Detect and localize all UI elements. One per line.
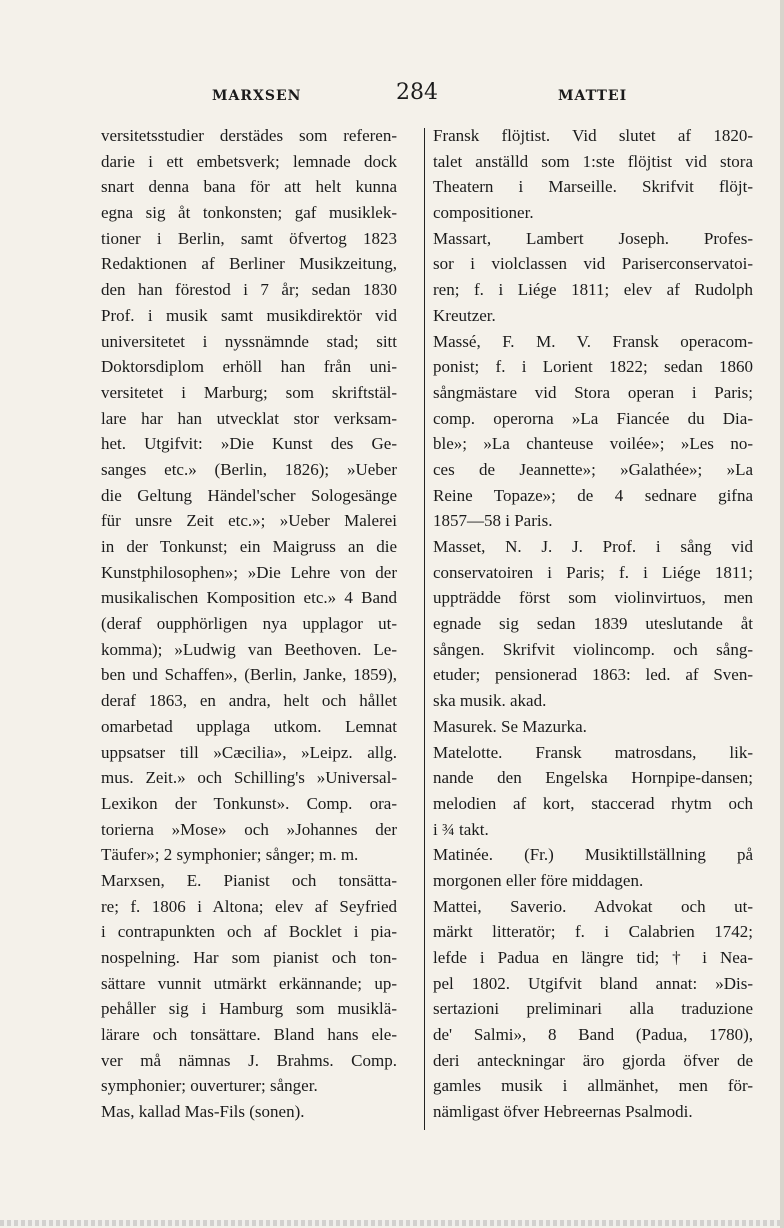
text-line: sanges etc.» (Berlin, 1826); »Ueber	[101, 459, 397, 479]
text-line: Masset, N. J. J. Prof. i sång vid	[433, 537, 753, 556]
text-line: Kreutzer.	[433, 305, 496, 325]
text-line: lare har han utvecklat stor verksam-	[101, 408, 397, 428]
text-line: comp. operorna »La Fiancée du Dia-	[433, 408, 753, 428]
text-line: pel 1802. Utgifvit bland annat: »Dis-	[433, 973, 753, 993]
text-line: ren; f. i Liége 1811; elev af Rudolph	[433, 280, 753, 300]
text-line: Matinée. (Fr.) Musiktillställning på	[433, 845, 753, 865]
text-line: pehåller sig i Hamburg som musiklä-	[101, 999, 397, 1019]
header-right-word: MATTEI	[558, 88, 628, 104]
text-line: i contrapunkten och af Bocklet i pia-	[101, 922, 397, 942]
text-line: morgonen eller före middagen.	[433, 870, 644, 890]
text-line: sångmästare vid Stora operan i Paris;	[433, 382, 753, 402]
text-line: re; f. 1806 i Altona; elev af Seyfried	[101, 896, 397, 916]
text-line: Redaktionen af Berliner Musikzeitung,	[101, 254, 397, 274]
text-line: in der Tonkunst; ein Maigruss an die	[101, 537, 397, 556]
text-line: deri anteckningar äro gjorda öfver de	[433, 1050, 753, 1070]
text-line: für unsre Zeit etc.»; »Ueber Malerei	[101, 511, 397, 531]
text-line: symphonier; ouverturer; sånger.	[101, 1076, 318, 1096]
text-line: versitetet i Marburg; som skriftstäl-	[101, 382, 397, 402]
text-line: Lexikon der Tonkunst». Comp. ora-	[101, 793, 397, 813]
left-text-column	[101, 123, 397, 1125]
text-line: sor i violclassen vid Pariserconservatoi-	[433, 254, 753, 274]
text-line: die Geltung Händel'scher Sologesänge	[101, 485, 397, 505]
running-header	[100, 80, 758, 114]
text-line: märkt litteratör; f. i Calabrien 1742;	[433, 922, 753, 942]
column-divider	[424, 128, 425, 1130]
text-line: lefde i Padua en längre tid; † i Nea-	[433, 948, 753, 967]
text-line: sertazioni preliminari alla traduzione	[433, 999, 753, 1019]
text-line: Täufer»; 2 symphonier; sånger; m. m.	[101, 845, 359, 865]
text-line: lärare och tonsättare. Bland hans ele-	[101, 1025, 397, 1045]
text-line: Reine Topaze»; de 4 sednare gifna	[433, 485, 753, 505]
text-line: Massart, Lambert Joseph. Profes-	[433, 228, 753, 248]
text-line: darie i ett embetsverk; lemnade dock	[101, 151, 397, 171]
text-line: melodien af kort, staccerad rhytm och	[433, 793, 753, 813]
text-line: den han förestod i 7 år; sedan 1830	[101, 280, 397, 300]
text-line: deraf 1863, en andra, helt och hållet	[101, 691, 397, 711]
text-line: Mas, kallad Mas-Fils (sonen).	[101, 1102, 305, 1122]
header-left-word: MARXSEN	[212, 88, 302, 104]
text-line: Massé, F. M. V. Fransk operacom-	[433, 331, 753, 351]
text-line: (deraf oupphörligen nya upplagor ut-	[101, 614, 397, 634]
text-line: etuder; pensionerad 1863: led. af Sven-	[433, 665, 753, 685]
text-line: ska musik. akad.	[433, 691, 547, 711]
text-line: conservatoiren i Paris; f. i Liége 1811;	[433, 562, 753, 582]
text-line: het. Utgifvit: »Die Kunst des Ge-	[101, 434, 397, 454]
text-line: ben und Schaffen», (Berlin, Janke, 1859),	[101, 665, 397, 685]
text-line: torierna »Mose» och »Johannes der	[101, 819, 397, 839]
text-line: Doktorsdiplom erhöll han från uni-	[101, 357, 397, 377]
text-line: Matelotte. Fransk matrosdans, lik-	[433, 742, 753, 762]
text-line: Mattei, Saverio. Advokat och ut-	[433, 896, 753, 916]
text-line: uppsatser till »Cæcilia», »Leipz. allg.	[101, 742, 397, 762]
right-text-column	[433, 123, 753, 1125]
text-line: gamles musik i allmänhet, men för-	[433, 1076, 753, 1096]
text-line: Kunstphilosophen»; »Die Lehre von der	[101, 562, 397, 582]
page-number: 284	[396, 80, 438, 105]
text-line: tioner i Berlin, samt öfvertog 1823	[101, 228, 397, 248]
text-line: compositioner.	[433, 203, 534, 223]
text-line: snart denna bana för att helt kunna	[101, 177, 397, 197]
text-line: Marxsen, E. Pianist och tonsätta-	[101, 870, 397, 890]
text-line: egna sig åt tonkonsten; gaf musiklek-	[101, 203, 397, 223]
text-line: talet anställd som 1:ste flöjtist vid stora	[433, 151, 753, 171]
text-line: de' Salmi», 8 Band (Padua, 1780),	[433, 1025, 753, 1045]
text-line: i ¾ takt.	[433, 819, 489, 839]
text-line: ponist; f. i Lorient 1822; sedan 1860	[433, 357, 753, 377]
text-line: omarbetad upplaga utkom. Lemnat	[101, 716, 397, 736]
text-line: komma); »Ludwig van Beethoven. Le-	[101, 639, 397, 659]
text-line: nospelning. Har som pianist och ton-	[101, 948, 397, 967]
page-bottom-edge	[0, 1220, 784, 1226]
text-line: musikalischen Komposition etc.» 4 Band	[101, 588, 397, 608]
text-line: nämligast öfver Hebreernas Psalmodi.	[433, 1102, 693, 1122]
text-line: Fransk flöjtist. Vid slutet af 1820-	[433, 126, 753, 145]
text-line: Masurek. Se Mazurka.	[433, 716, 587, 736]
text-line: mus. Zeit.» och Schilling's »Universal-	[101, 768, 397, 788]
text-line: 1857—58 i Paris.	[433, 511, 553, 531]
page-right-edge	[780, 0, 784, 1228]
text-line: universitetet i nyssnämnde stad; sitt	[101, 331, 397, 351]
text-line: versitetsstudier derstädes som referen-	[101, 126, 397, 145]
text-line: Theatern i Marseille. Skrifvit flöjt-	[433, 177, 753, 197]
text-line: ver må nämnas J. Brahms. Comp.	[101, 1050, 397, 1070]
text-line: sättare vunnit utmärkt erkännande; up-	[101, 973, 397, 993]
text-line: egnade sig sedan 1839 uteslutande åt	[433, 614, 753, 634]
text-line: nande den Engelska Hornpipe-dansen;	[433, 768, 753, 788]
text-line: ble»; »La chanteuse voilée»; »Les no-	[433, 434, 753, 454]
text-line: uppträdde först som violinvirtuos, men	[433, 588, 753, 608]
text-line: Prof. i musik samt musikdirektör vid	[101, 305, 397, 325]
text-line: sången. Skrifvit violincomp. och sång-	[433, 639, 753, 659]
text-line: ces de Jeannette»; »Galathée»; »La	[433, 459, 753, 479]
